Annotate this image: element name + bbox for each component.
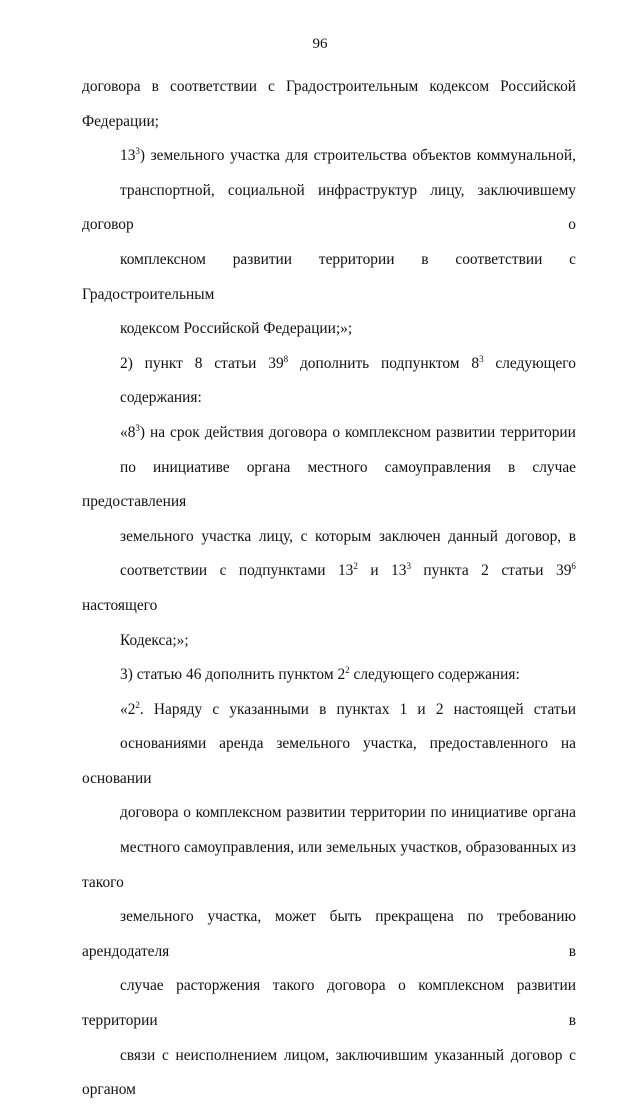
text-line: случае расторжения такого договора о комплексном развитии территории в [82,977,576,1030]
superscript: 6 [571,561,576,572]
text-line: кодексом Российской Федерации;»; [120,320,353,338]
text-line: соответствии с подпунктами $13^2$ и $13^3$ пункта 2 статьи $39^6$ настоящего [82,561,576,614]
paragraph-item-3 [82,658,576,693]
text-line: связи с неисполнением лицом, заключившим указанный договор с органом [82,1046,576,1099]
text-line: комплексном развитии территории в соответствии с Градостроительным [82,250,576,303]
text-line: 3) статью 46 дополнить пунктом $2^2$ следующего содержания: [120,665,520,684]
text-line: договора о комплексном развитии территории по инициативе органа [120,804,576,822]
paragraph-2-2 [82,693,576,1108]
text-line: «$2^2$. Наряду с указанными в пунктах 1 и 2 настоящей статьи [120,699,576,718]
superscript: 3 [479,353,484,364]
paragraph-8-3 [82,416,576,658]
text-line: основаниями аренда земельного участка, предоставленного на основании [82,735,576,787]
page-number: 96 [312,36,328,52]
document-body [82,70,576,1108]
text-line: Кодекса;»; [120,631,189,649]
superscript: 2 [353,561,358,572]
text-line: земельного участка лицу, с которым заключен данный договор, в [120,527,576,545]
text-line: Федерации; [82,112,159,130]
text-line: транспортной, социальной инфраструктур лицу, заключившему договор о [82,181,576,234]
text-line: земельного участка, может быть прекращена по требованию арендодателя в [82,908,576,960]
superscript: 3 [135,146,140,157]
text-line: договора в соответствии с Градостроительным кодексом Российской [82,78,576,95]
superscript: 3 [406,561,411,572]
text-line: «$8^3$) на срок действия договора о комплексном развитии территории [120,422,576,441]
text-line: $13^3$) земельного участка для строительства объектов коммунальной, [120,146,576,165]
superscript: 8 [283,353,289,364]
text-line: местного самоуправления, или земельных участков, образованных из такого [82,839,576,891]
text-line: 2) пункт 8 статьи $39^8$ дополнить подпунктом $8^3$ следующего [120,353,576,372]
paragraph-13-3 [82,139,576,347]
superscript: 2 [135,699,140,710]
text-line: содержания: [120,389,202,407]
superscript: 3 [135,422,140,433]
superscript: 2 [345,665,350,676]
paragraph-item-2 [82,347,576,416]
paragraph-continuation [82,70,576,139]
text-line: по инициативе органа местного самоуправления в случае предоставления [82,458,576,511]
